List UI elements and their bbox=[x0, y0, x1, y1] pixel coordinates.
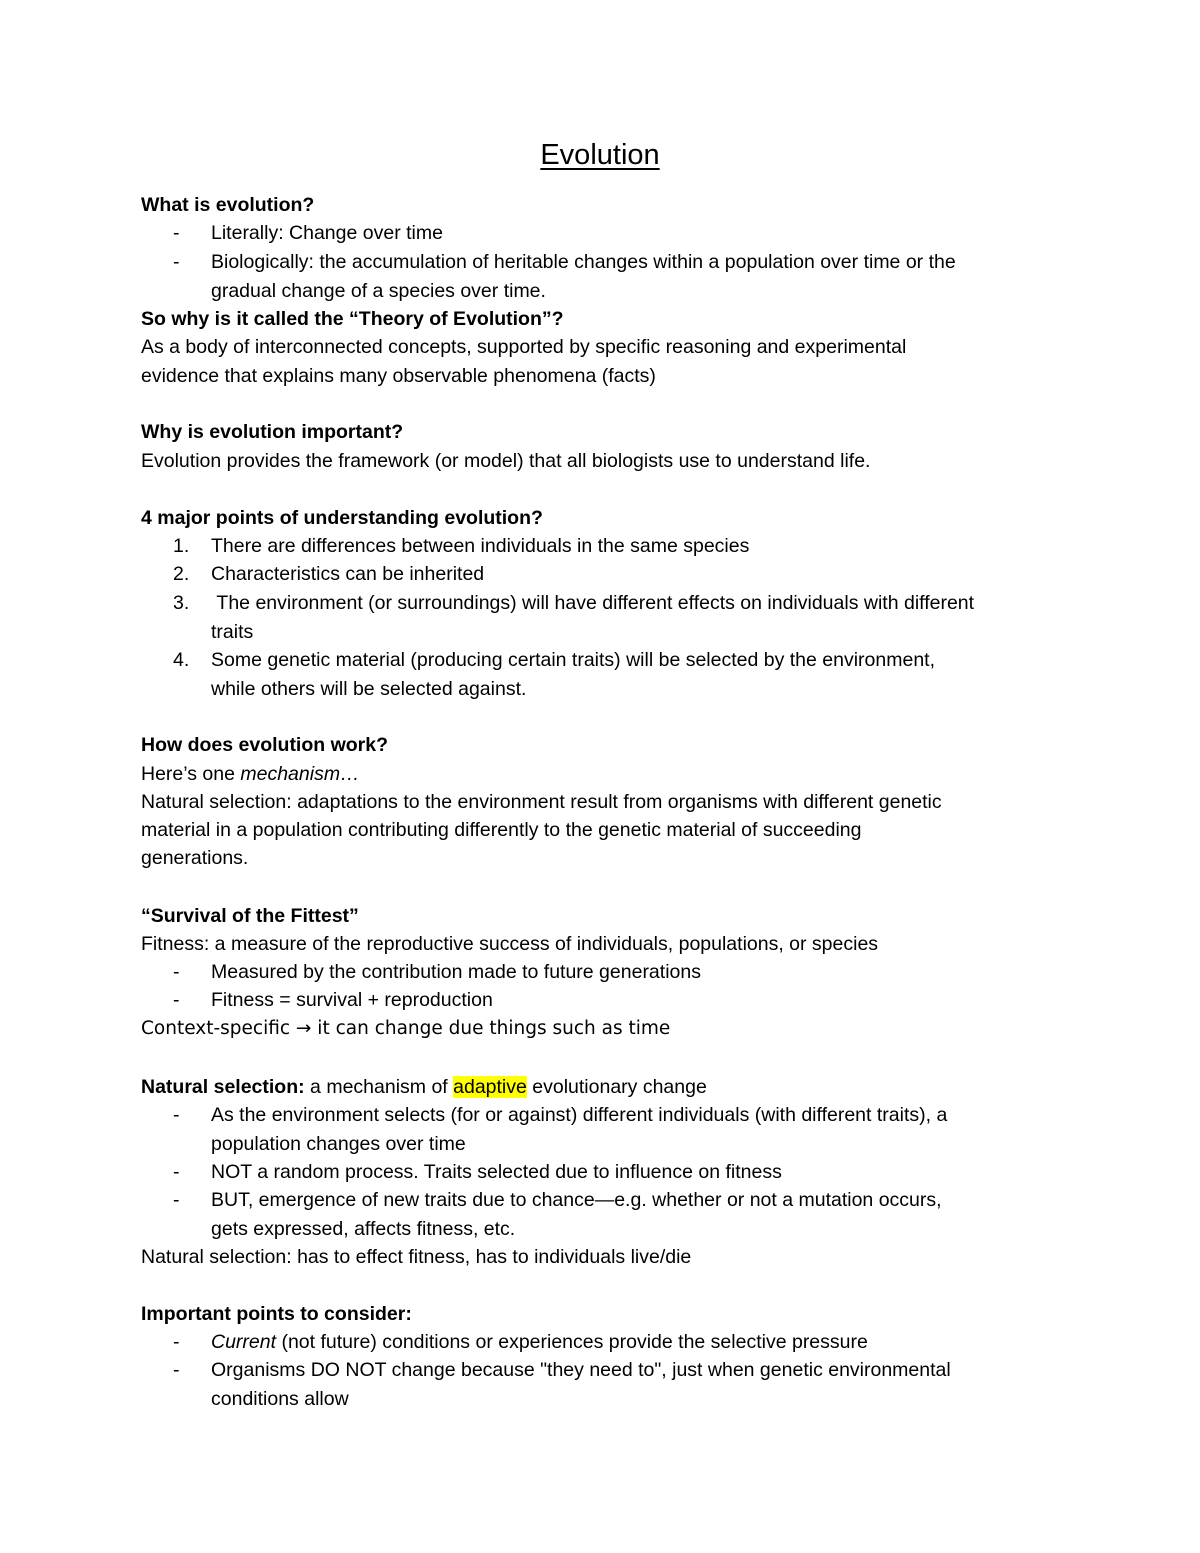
definition-text: evolutionary change bbox=[526, 1076, 707, 1098]
list-item-line: traits bbox=[211, 620, 254, 643]
heading-theory-of-evolution: So why is it called the “Theory of Evolution”? bbox=[141, 308, 564, 330]
highlighted-word: adaptive bbox=[453, 1076, 527, 1098]
paragraph-line: Evolution provides the framework (or model) that all biologists use to understand life. bbox=[141, 450, 871, 472]
bullet-marker: - bbox=[173, 1359, 180, 1381]
heading-survival-of-fittest: “Survival of the Fittest” bbox=[141, 905, 359, 927]
bullet-marker: - bbox=[173, 1189, 180, 1211]
bullet-marker: - bbox=[173, 1161, 180, 1183]
number-marker: 2. bbox=[173, 563, 190, 585]
paragraph-line: evidence that explains many observable phenomena (facts) bbox=[141, 365, 656, 387]
list-item-text bbox=[211, 646, 1081, 703]
list-item-text: There are differences between individuals in the same species bbox=[211, 535, 750, 557]
page-title: Evolution bbox=[540, 139, 660, 171]
bullet-marker: - bbox=[173, 222, 180, 244]
list-item-text: Literally: Change over time bbox=[211, 222, 443, 244]
list-item-line: conditions allow bbox=[211, 1387, 349, 1410]
bullet-marker: - bbox=[173, 251, 180, 273]
list-item-line: Biologically: the accumulation of heritable changes within a population over time or the bbox=[211, 251, 956, 273]
paragraph-line: material in a population contributing differently to the genetic material of succeeding bbox=[141, 819, 862, 841]
paragraph-line bbox=[141, 760, 360, 788]
natural-selection-heading: Natural selection: bbox=[141, 1076, 305, 1098]
list-item-text bbox=[211, 1186, 1081, 1243]
list-item-line: The environment (or surroundings) will have different effects on individuals with different bbox=[211, 592, 975, 614]
list-item-text bbox=[211, 1328, 1081, 1357]
heading-four-major-points: 4 major points of understanding evolution? bbox=[141, 507, 543, 529]
number-marker: 1. bbox=[173, 535, 190, 557]
list-item-text: Characteristics can be inherited bbox=[211, 563, 485, 585]
list-item-line: Some genetic material (producing certain traits) will be selected by the environment, bbox=[211, 649, 936, 671]
paragraph-line: Fitness: a measure of the reproductive success of individuals, populations, or species bbox=[141, 933, 879, 955]
paragraph-line: Natural selection: adaptations to the environment result from organisms with different genetic bbox=[141, 791, 942, 813]
list-item-text bbox=[211, 248, 1081, 305]
list-item-line: gradual change of a species over time. bbox=[211, 279, 546, 302]
paragraph-line: Natural selection: has to effect fitness, has to individuals live/die bbox=[141, 1246, 692, 1268]
intro-text: Here’s one bbox=[141, 763, 241, 785]
list-item-rest: (not future) conditions or experiences provide the selective pressure bbox=[276, 1331, 868, 1353]
paragraph-line: Context-specific → it can change due things such as time bbox=[141, 1018, 671, 1039]
number-marker: 3. bbox=[173, 592, 190, 614]
bullet-marker: - bbox=[173, 1104, 180, 1126]
bullet-marker: - bbox=[173, 961, 180, 983]
list-item-line: Organisms DO NOT change because "they need to", just when genetic environmental bbox=[211, 1359, 951, 1381]
paragraph-line: As a body of interconnected concepts, supported by specific reasoning and experimental bbox=[141, 336, 907, 358]
paragraph-line bbox=[141, 1073, 707, 1101]
list-item-text: NOT a random process. Traits selected due to influence on fitness bbox=[211, 1161, 782, 1183]
list-item-line: while others will be selected against. bbox=[211, 677, 527, 700]
list-item-line: As the environment selects (for or against) different individuals (with different traits), a bbox=[211, 1104, 948, 1126]
emphasis-text: Current bbox=[211, 1331, 277, 1353]
bullet-marker: - bbox=[173, 1331, 180, 1353]
paragraph-line: generations. bbox=[141, 847, 249, 869]
intro-emphasis: mechanism… bbox=[240, 763, 360, 785]
number-marker: 4. bbox=[173, 649, 190, 671]
list-item-text: Fitness = survival + reproduction bbox=[211, 989, 493, 1011]
heading-how-does-evolution-work: How does evolution work? bbox=[141, 734, 389, 756]
heading-important-points: Important points to consider: bbox=[141, 1303, 412, 1325]
list-item-text bbox=[211, 1101, 1081, 1158]
definition-text: a mechanism of bbox=[304, 1076, 454, 1098]
list-item-text: Measured by the contribution made to future generations bbox=[211, 961, 701, 983]
list-item-line: gets expressed, affects fitness, etc. bbox=[211, 1217, 516, 1240]
bullet-marker: - bbox=[173, 989, 180, 1011]
list-item-text bbox=[211, 589, 1081, 646]
list-item-text bbox=[211, 1356, 1081, 1413]
list-item-line: BUT, emergence of new traits due to chance—e.g. whether or not a mutation occurs, bbox=[211, 1189, 942, 1211]
heading-why-important: Why is evolution important? bbox=[141, 421, 404, 443]
heading-what-is-evolution: What is evolution? bbox=[141, 194, 315, 216]
list-item-line: population changes over time bbox=[211, 1132, 466, 1155]
